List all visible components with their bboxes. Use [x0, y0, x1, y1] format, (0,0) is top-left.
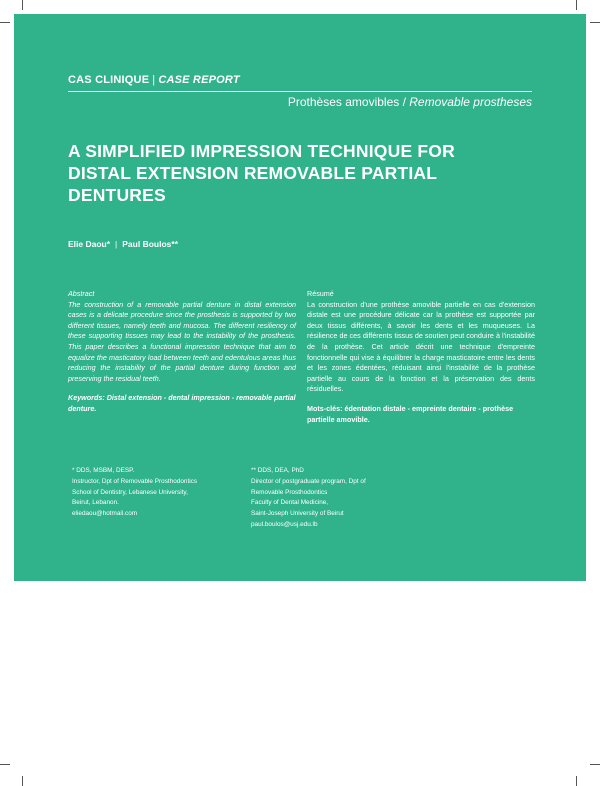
- affiliation-line: Director of postgraduate program, Dpt of: [251, 477, 366, 485]
- author-first: Elie Daou*: [68, 239, 111, 249]
- crop-mark-bottom-left: [22, 776, 23, 786]
- affiliation-first-author: [72, 466, 262, 520]
- resume-keywords: Mots-clés: édentation distale - empreinte dentaire - prothèse partielle amovible.: [307, 403, 514, 424]
- header-divider: [68, 91, 532, 92]
- crop-mark-right-top: [590, 22, 600, 23]
- author-second: Paul Boulos**: [122, 239, 178, 249]
- author-line: [68, 239, 178, 249]
- crop-mark-right-bottom: [590, 764, 600, 765]
- category-en: Removable prostheses: [409, 95, 532, 109]
- affiliation-line: ** DDS, DEA, PhD: [251, 467, 304, 474]
- abstract-text: The construction of a removable partial denture in distal extension cases is a delicate procedure since the prosthesis is supported by two different tissues, namely teeth and mucosa. The different resiliency of these supporting tissues may lead to the instability of the prosthesis. This paper describes a functional impression technique that aim to equalize the masticatory load between teeth and edentulous areas thus reducing the instability of the partial denture during function and preserving the residual teeth.: [68, 299, 296, 383]
- crop-mark-top-left: [22, 0, 23, 10]
- affiliation-line: Faculty of Dental Medicine,: [251, 499, 329, 507]
- section-separator: |: [152, 74, 156, 86]
- affiliation-line: Beirut, Lebanon.: [72, 499, 119, 507]
- crop-mark-bottom-right: [576, 776, 577, 786]
- category-label: [288, 95, 532, 109]
- abstract-heading: Abstract: [68, 289, 95, 298]
- affiliation-line: Removable Prosthodontics: [251, 488, 328, 496]
- section-label-fr: CAS CLINIQUE: [68, 74, 150, 86]
- affiliation-second-author: [251, 466, 441, 531]
- abstract-keywords: Keywords: Distal extension - dental impression - removable partial denture.: [68, 393, 296, 413]
- crop-mark-left-top: [0, 22, 10, 23]
- crop-mark-left-bottom: [0, 764, 10, 765]
- resume-heading: Résumé: [307, 289, 334, 298]
- article-title: A SIMPLIFIED IMPRESSION TECHNIQUE FOR DISTAL EXTENSION REMOVABLE PARTIAL DENTURES: [68, 141, 455, 205]
- abstract-column: [68, 289, 296, 415]
- author-separator: |: [115, 239, 118, 249]
- category-fr: Prothèses amovibles /: [287, 95, 406, 109]
- affiliation-email[interactable]: paul.boulos@usj.edu.lb: [251, 520, 318, 528]
- affiliation-line: Instructor, Dpt of Removable Prosthodontics: [72, 477, 198, 485]
- crop-mark-top-right: [576, 0, 577, 10]
- section-label-en: CASE REPORT: [158, 74, 240, 86]
- affiliation-line: Saint-Joseph University of Beirut: [251, 510, 344, 518]
- affiliation-line: * DDS, MSBM, DESP.: [72, 467, 135, 474]
- section-label: [68, 74, 240, 86]
- resume-column: [307, 289, 535, 425]
- affiliation-email[interactable]: eliedaou@hotmail.com: [72, 510, 138, 518]
- affiliation-line: School of Dentistry, Lebanese University,: [72, 488, 188, 496]
- resume-text: La construction d'une prothèse amovible partielle en cas d'extension distale est une procédure délicate car la prothèse est supportée par deux tissus différents, à savoir les dents et les muqueuses. La résilience de ces différents tissus de soutien peut conduire à l'instabilité de la prothèse. Cet article décrit une technique d'empreinte fonctionnelle qui vise à équilibrer la charge masticatoire entre les dents et les zones édentées, réduisant ainsi l'instabilité de la prothèse partielle au cours de la fonction et la préservation des dents résiduelles.: [307, 299, 535, 394]
